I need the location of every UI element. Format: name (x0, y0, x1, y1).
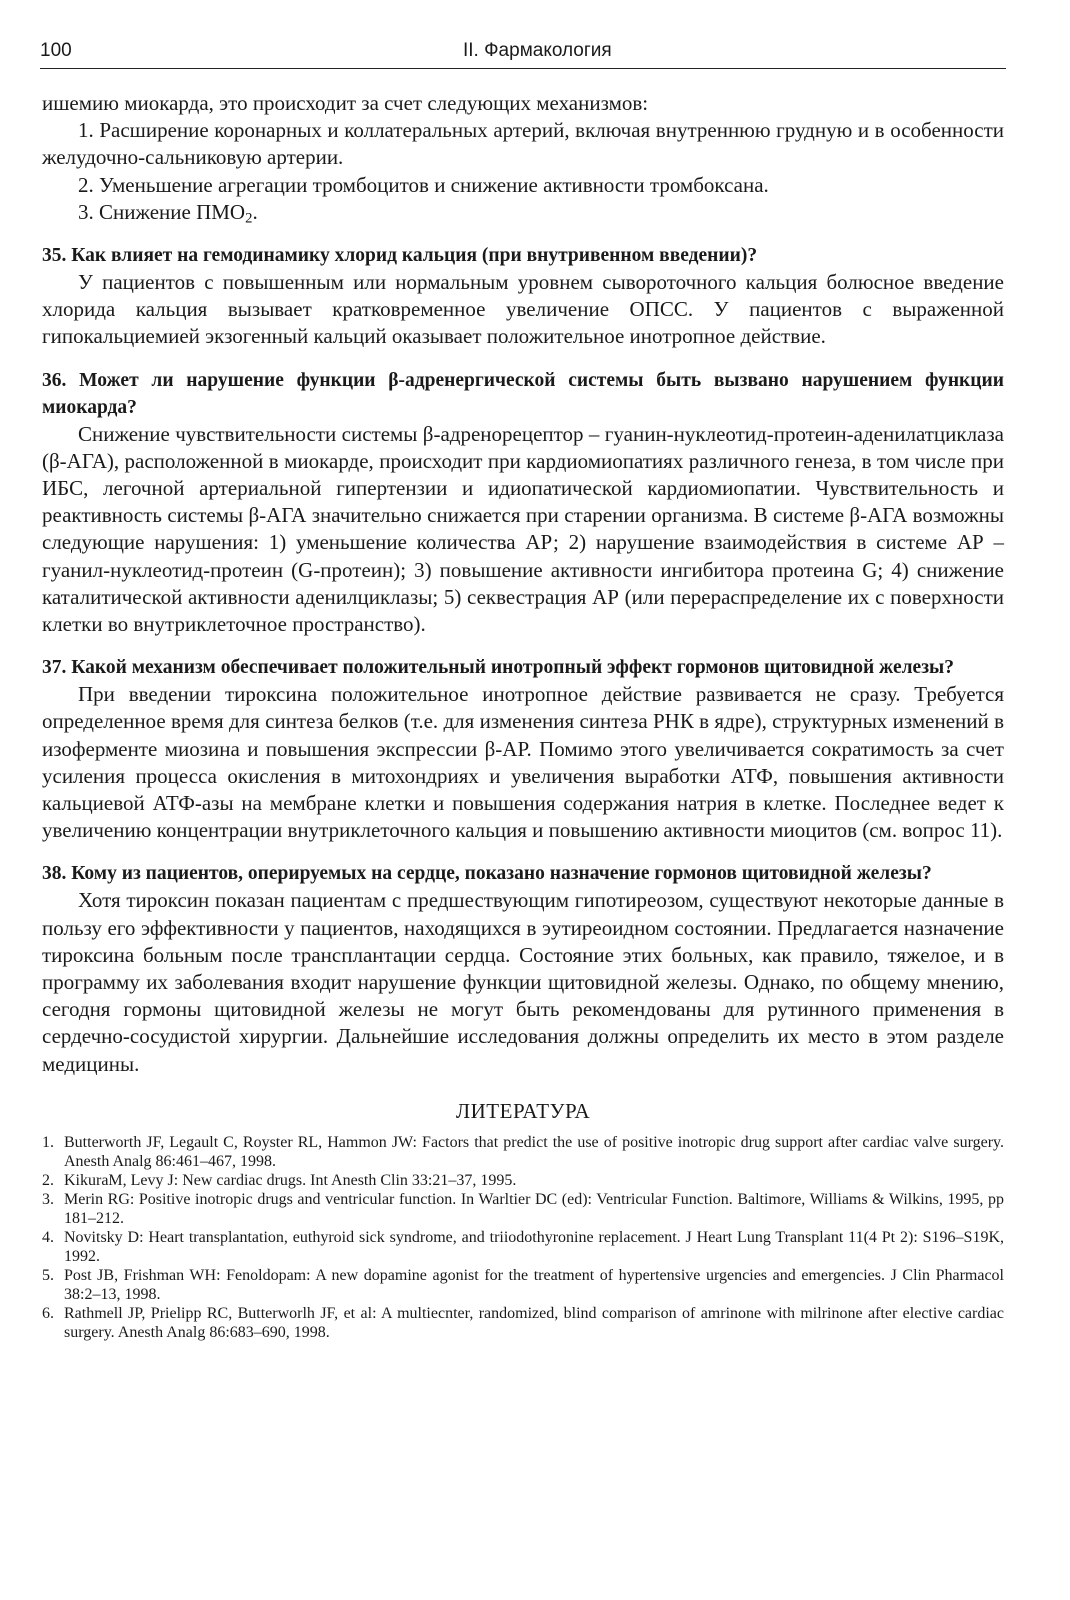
reference-text: Novitsky D: Heart transplantation, euthyroid sick syndrome, and triiodothyronine replacement. J Heart Lung Transplant 11(4 Pt 2): S196–S19K, 1992. (64, 1229, 1004, 1266)
reference-item (42, 1228, 1004, 1266)
page-header (40, 38, 1006, 69)
reference-number: 5. (42, 1267, 54, 1285)
reference-number: 1. (42, 1134, 54, 1152)
reference-item (42, 1190, 1004, 1228)
reference-text: Post JB, Frishman WH: Fenoldopam: A new dopamine agonist for the treatment of hypertensive urgencies and emergencies. J Clin Pharmacol 38:2–13, 1998. (64, 1267, 1004, 1304)
answer-37: При введении тироксина положительное инотропное действие развивается не сразу. Требуется определенное время для синтеза белков (т.е. для изменения синтеза РНК в ядре), структурных изменений в изоферменте миозина и повышения экспрессии β-АР. Помимо этого увеличивается сократимость за счет усиления процесса окисления в митохондриях и увеличения выработки АТФ, повышения активности кальциевой АТФ-азы на мембране клетки и повышения содержания натрия в клетке. Последнее ведет к увеличению концентрации внутриклеточного кальция и повышению активности миоцитов (см. вопрос 11). (42, 682, 1004, 843)
reference-text: Merin RG: Positive inotropic drugs and ventricular function. In Warltier DC (ed): Ventricular Function. Baltimore, Williams & Wilkins, 1995, pp 181–212. (64, 1191, 1004, 1228)
reference-number: 3. (42, 1191, 54, 1209)
reference-item (42, 1304, 1004, 1342)
answer-36: Снижение чувствительности системы β-адренорецептор – гуанин-нуклеотид-протеин-аденилатциклаза (β-АГА), расположенной в миокарде, происходит при кардиомиопатиях различного генеза, в том числе при ИБС, легочной артериальной гипертензии и идиопатической кардиомиопатии. Чувствительность и реактивность системы β-АГА значительно снижается при старении организма. В системе β-АГА возможны следующие нарушения: 1) уменьшение количества АР; 2) нарушение взаимодействия в системе АР – гуанил-нуклеотид-протеин (G-протеин); 3) повышение активности ингибитора протеина G; 4) снижение каталитической активности аденилциклазы; 5) секвестрация АР (или перераспределение их с поверхности клетки во внутриклеточное пространство). (42, 421, 1004, 637)
reference-item (42, 1171, 1004, 1190)
mechanism-item-3 (42, 199, 1004, 226)
mechanism-item-3-text: 3. Снижение ПМО (78, 199, 246, 224)
mechanism-item-2: 2. Уменьшение агрегации тромбоцитов и снижение активности тромбоксана. (78, 172, 769, 197)
reference-item (42, 1133, 1004, 1171)
reference-number: 4. (42, 1229, 54, 1247)
question-38: 38. Кому из пациентов, оперируемых на сердце, показано назначение гормонов щитовидной железы? (42, 863, 932, 885)
page-content (42, 90, 1004, 1342)
literature-heading: ЛИТЕРАТУРА (455, 1098, 591, 1123)
reference-item (42, 1266, 1004, 1304)
running-title: II. Фармакология (463, 40, 612, 61)
reference-text: Butterworth JF, Legault C, Royster RL, Hammon JW: Factors that predict the use of positive inotropic drug support after cardiac valve surgery. Anesth Analg 86:461–467, 1998. (64, 1134, 1004, 1171)
reference-list (42, 1133, 1004, 1342)
reference-number: 2. (42, 1172, 54, 1190)
question-36: 36. Может ли нарушение функции β-адренергической системы быть вызвано нарушением функции миокарда? (42, 369, 1004, 418)
reference-text: Rathmell JP, Prielipp RC, Butterworlh JF, et al: A multiecnter, randomized, blind comparison of amrinone with milrinone after elective cardiac surgery. Anesth Analg 86:683–690, 1998. (64, 1305, 1004, 1342)
intro-line: ишемию миокарда, это происходит за счет следующих механизмов: (42, 91, 649, 115)
mechanism-item-3-subscript: 2 (245, 210, 253, 227)
mechanism-item-3-end: . (252, 199, 258, 224)
reference-number: 6. (42, 1305, 54, 1323)
reference-text: KikuraM, Levy J: New cardiac drugs. Int Anesth Clin 33:21–37, 1995. (64, 1172, 517, 1190)
mechanism-item-1: 1. Расширение коронарных и коллатеральных артерий, включая внутреннюю грудную и в особенности желудочно-сальниковую артерии. (42, 118, 1004, 170)
page-number: 100 (40, 40, 72, 61)
question-35: 35. Как влияет на гемодинамику хлорид кальция (при внутривенном введении)? (42, 245, 758, 267)
answer-35: У пациентов с повышенным или нормальным уровнем сывороточного кальция болюсное введение хлорида кальция вызывает кратковременное увеличение ОПСС. У пациентов с выраженной гипокальциемией экзогенный кальций оказывает положительное инотропное действие. (42, 270, 1004, 349)
question-37: 37. Какой механизм обеспечивает положительный инотропный эффект гормонов щитовидной железы? (42, 657, 955, 679)
answer-38: Хотя тироксин показан пациентам с предшествующим гипотиреозом, существуют некоторые данные в пользу его эффективности у пациентов, находящихся в эутиреоидном состоянии. Предлагается назначение тироксина больным после трансплантации сердца. Состояние этих больных, как правило, тяжелое, и в программу их заболевания входит нарушение функции щитовидной железы. Однако, по общему мнению, сегодня гормоны щитовидной железы не могут быть рекомендованы для рутинного применения в сердечно-сосудистой хирургии. Дальнейшие исследования должны определить их место в этом разделе медицины. (42, 888, 1004, 1076)
